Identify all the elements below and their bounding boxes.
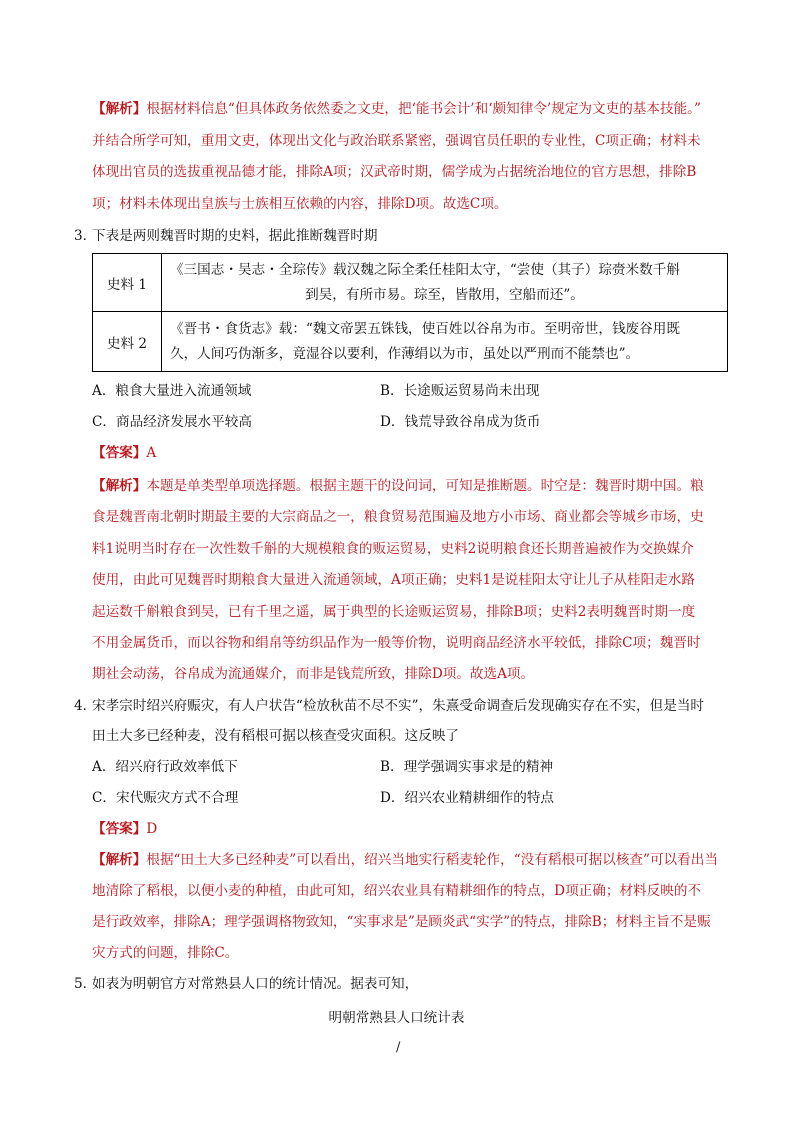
q4-stem-line-2: 田土大多已经种麦，没有稻根可据以核查受灾面积。这反映了: [92, 728, 460, 744]
q3-analysis-line-5: 起运数千斛粮食到吴，已有千里之遥，属于典型的长途贩运贸易，排除B项；史料2表明魏晋时期一度: [92, 604, 696, 620]
q3-source-table: [92, 253, 728, 372]
q5-stem: 如表为明朝官方对常熟县人口的统计情况。据表可知，: [92, 976, 419, 992]
option-d: D．钱荒导致谷帛成为货币: [380, 414, 541, 430]
question-number: 3．: [74, 228, 97, 244]
table-cell: 《晋书・食货志》载：“魏文帝罢五铢钱，使百姓以谷帛为市。至明帝世，钱废谷用既 久，人间巧伪渐多，竟湿谷以要利，作薄绢以为市，虽处以严刑而不能禁也”。: [162, 312, 728, 372]
table-row: [93, 312, 728, 372]
q3-analysis-line-7: 期社会动荡，谷帛成为流通媒介，而非是钱荒所致，排除D项。故选A项。: [92, 666, 535, 682]
q2-analysis-line-3: 体现出官员的选拔重视品德才能，排除A项；汉武帝时期，儒学成为占据统治地位的官方思想，排除B: [92, 164, 697, 180]
q3-analysis-line-4: 使用，由此可见魏晋时期粮食大量进入流通领域，A项正确；史料1是说桂阳太守让儿子从桂阳走水路: [92, 572, 695, 588]
option-a: A．粮食大量进入流通领域: [92, 383, 252, 399]
option-a: A．绍兴府行政效率低下: [92, 759, 238, 775]
q2-analysis-line-2: 并结合所学可知，重用文吏，体现出文化与政治联系紧密，强调官员任职的专业性，C项正确；材料未: [92, 133, 701, 149]
option-b: B．长途贩运贸易尚未出现: [380, 383, 540, 399]
table-row-label: 史料 2: [93, 312, 162, 372]
q4-analysis-line-3: 是行政效率，排除A；理学强调格物致知，“实事求是”是顾炎武“实学”的特点，排除B；材料主旨不是赈: [92, 914, 711, 930]
q3-stem: 下表是两则魏晋时期的史料，据此推断魏晋时期: [92, 228, 378, 244]
q3-analysis-line-1: 【解析】本题是单类型单项选择题。根据主题干的设问词，可知是推断题。时空是：魏晋时期中国。粮: [92, 478, 704, 494]
option-c: C．宋代赈灾方式不合理: [92, 790, 239, 806]
q3-answer: 【答案】A: [92, 445, 157, 461]
table-row-label: 史料 1: [93, 254, 162, 312]
q4-stem-line-1: 宋孝宗时绍兴府赈灾，有人户状告“检放秋苗不尽不实”，朱熹受命调查后发现确实存在不实，但是当时: [92, 698, 705, 714]
page-mark: /: [396, 1040, 401, 1055]
q4-analysis-line-4: 灾方式的问题，排除C。: [92, 945, 239, 961]
q5-table-caption: 明朝常熟县人口统计表: [328, 1010, 465, 1026]
q3-analysis-line-6: 不用金属货币，而以谷物和绢帛等纺织品作为一般等价物，说明商品经济水平较低，排除C项；魏晋时: [92, 635, 701, 651]
q4-analysis-line-1: 【解析】根据“田土大多已经种麦”可以看出，绍兴当地实行稻麦轮作，“没有稻根可据以核查”可以看出当: [92, 852, 718, 868]
q3-analysis-line-3: 料1说明当时存在一次性数千斛的大规模粮食的贩运贸易，史料2说明粮食还长期普遍被作为交换媒介: [92, 541, 694, 557]
option-c: C．商品经济发展水平较高: [92, 414, 252, 430]
table-cell: 《三国志・吴志・全琮传》载汉魏之际全柔任桂阳太守，“尝使（其子）琮赍米数千斛 到吴，有所市易。琮至，皆散用，空船而还”。: [162, 254, 728, 312]
q2-analysis-line-4: 项；材料未体现出皇族与士族相互依赖的内容，排除D项。故选C项。: [92, 196, 508, 212]
q4-answer: 【答案】D: [92, 821, 158, 837]
question-number: 4．: [74, 698, 97, 714]
analysis-tag: 【解析】: [92, 101, 147, 117]
option-d: D．绍兴农业精耕细作的特点: [380, 790, 555, 806]
question-number: 5．: [74, 976, 97, 992]
q3-analysis-line-2: 食是魏晋南北朝时期最主要的大宗商品之一，粮食贸易范围遍及地方小市场、商业都会等城乡市场，史: [92, 509, 704, 525]
option-b: B．理学强调实事求是的精神: [380, 759, 554, 775]
table-row: [93, 254, 728, 312]
q4-analysis-line-2: 地清除了稻根，以便小麦的种植，由此可知，绍兴农业具有精耕细作的特点，D项正确；材料反映的不: [92, 883, 702, 899]
q2-analysis-line-1: 【解析】根据材料信息“但具体政务依然委之文吏，把‘能书会计’和‘颇知律令’规定为文吏的基本技能。”: [92, 101, 701, 117]
